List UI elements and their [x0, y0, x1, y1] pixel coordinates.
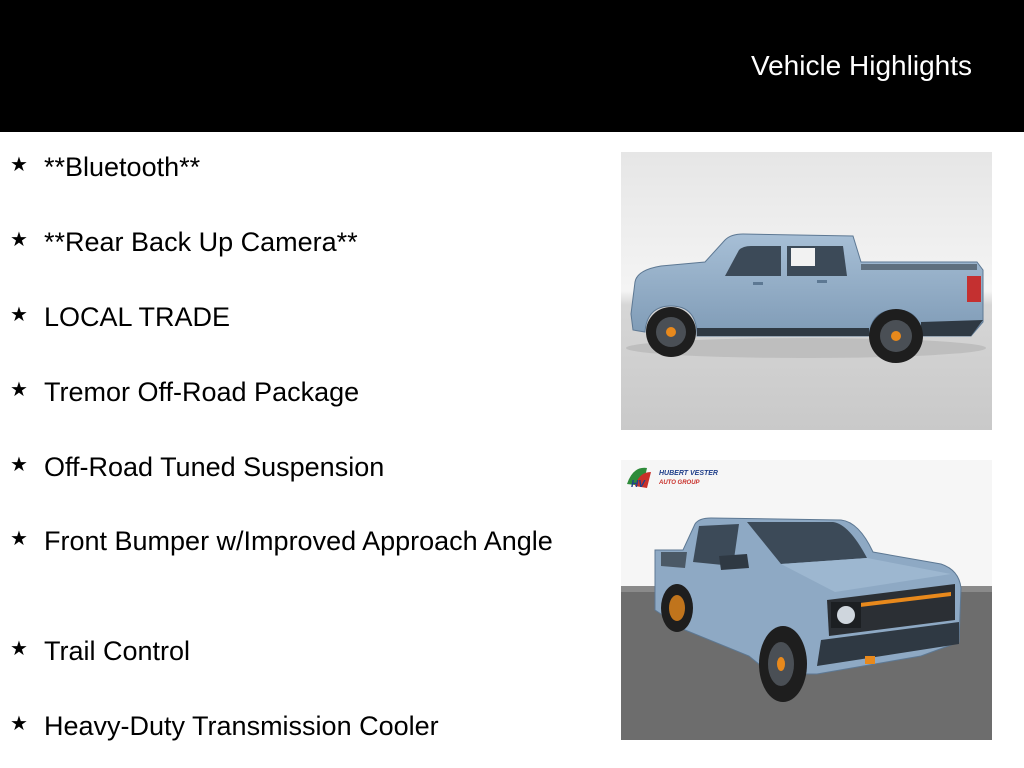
highlight-text: Trail Control	[44, 636, 191, 666]
star-icon: ★	[10, 711, 28, 735]
star-icon: ★	[10, 152, 28, 176]
star-icon: ★	[10, 377, 28, 401]
dealer-logo-monogram: HV	[631, 479, 645, 490]
header-bar	[0, 0, 1024, 132]
highlight-text: **Rear Back Up Camera**	[44, 227, 358, 257]
dealer-logo-line2: AUTO GROUP	[659, 480, 700, 486]
star-icon: ★	[10, 302, 28, 326]
truck-front-view-image	[621, 460, 992, 740]
highlight-text: LOCAL TRADE	[44, 302, 231, 332]
highlight-text: Tremor Off-Road Package	[44, 377, 360, 407]
star-icon: ★	[10, 636, 28, 660]
highlight-text: **Bluetooth**	[44, 152, 201, 182]
page-title: Vehicle Highlights	[750, 50, 972, 81]
highlight-text: Off-Road Tuned Suspension	[44, 452, 385, 482]
dealer-logo-line1: HUBERT VESTER	[659, 470, 718, 477]
star-icon: ★	[10, 526, 28, 550]
highlight-text: Heavy-Duty Transmission Cooler	[44, 711, 439, 741]
truck-side-view-image	[621, 152, 992, 430]
star-icon: ★	[10, 452, 28, 476]
highlight-text: Front Bumper w/Improved Approach Angle	[44, 526, 553, 556]
star-icon: ★	[10, 227, 28, 251]
